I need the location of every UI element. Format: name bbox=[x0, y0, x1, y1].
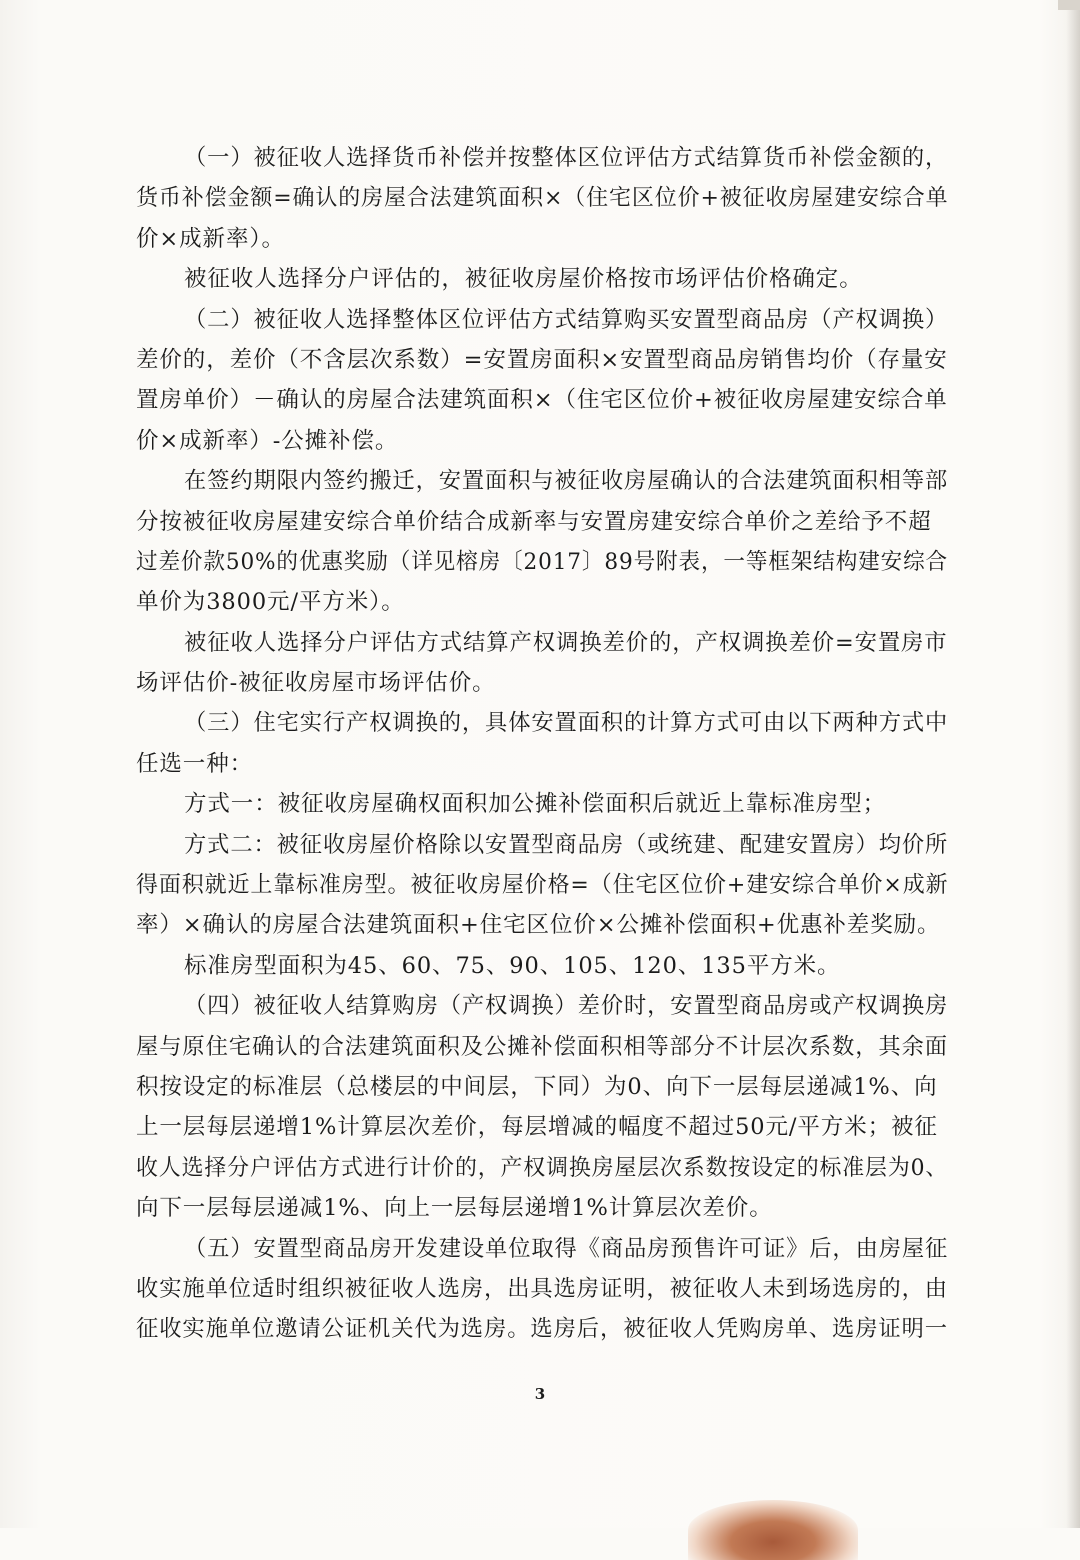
text-line: 分按被征收房屋建安综合单价结合成新率与安置房建安综合单价之差给予不超 bbox=[136, 508, 932, 535]
page-edge-shadow bbox=[1066, 0, 1080, 1528]
text-line: 上一层每层递增1%计算层次差价，每层增减的幅度不超过50元/平方米；被征 bbox=[136, 1114, 938, 1141]
text-line: 差价的，差价（不含层次系数）=安置房面积×安置型商品房销售均价（存量安 bbox=[136, 346, 948, 373]
text-line: 货币补偿金额=确认的房屋合法建筑面积×（住宅区位价+被征收房屋建安综合单 bbox=[136, 185, 948, 212]
text-line: 被征收人选择分户评估方式结算产权调换差价的，产权调换差价=安置房市 bbox=[184, 629, 948, 656]
text-line: 方式一：被征收房屋确权面积加公摊补偿面积后就近上靠标准房型； bbox=[184, 791, 887, 818]
text-line: 单价为3800元/平方米）。 bbox=[136, 589, 405, 616]
text-line: 得面积就近上靠标准房型。被征收房屋价格=（住宅区位价+建安综合单价×成新 bbox=[136, 872, 948, 899]
text-line: 标准房型面积为45、60、75、90、105、120、135平方米。 bbox=[184, 952, 841, 979]
page-number: 3 bbox=[534, 1385, 546, 1403]
text-line: 场评估价-被征收房屋市场评估价。 bbox=[136, 670, 496, 697]
text-line: 过差价款50%的优惠奖励（详见榕房〔2017〕89号附表，一等框架结构建安综合 bbox=[136, 548, 948, 575]
text-line: 积按设定的标准层（总楼层的中间层，下同）为0、向下一层每层递减1%、向 bbox=[136, 1073, 938, 1100]
text-line: 征收实施单位邀请公证机关代为选房。选房后，被征收人凭购房单、选房证明一 bbox=[136, 1316, 948, 1343]
text-line: （四）被征收人结算购房（产权调换）差价时，安置型商品房或产权调换房 bbox=[184, 993, 948, 1020]
text-line: 在签约期限内签约搬迁，安置面积与被征收房屋确认的合法建筑面积相等部 bbox=[184, 468, 948, 495]
text-line: （三）住宅实行产权调换的，具体安置面积的计算方式可由以下两种方式中 bbox=[184, 710, 948, 737]
text-line: （一）被征收人选择货币补偿并按整体区位评估方式结算货币补偿金额的， bbox=[184, 145, 948, 171]
text-line: 收人选择分户评估方式进行计价的，产权调换房屋层次系数按设定的标准层为0、 bbox=[136, 1154, 948, 1181]
text-line: 向下一层每层递减1%、向上一层每层递增1%计算层次差价。 bbox=[136, 1195, 773, 1222]
text-line: 价×成新率）。 bbox=[136, 225, 285, 252]
text-line: 任选一种： bbox=[136, 750, 254, 777]
text-line: 收实施单位适时组织被征收人选房，出具选房证明，被征收人未到场选房的，由 bbox=[136, 1275, 948, 1302]
text-line: （五）安置型商品房开发建设单位取得《商品房预售许可证》后，由房屋征 bbox=[184, 1235, 948, 1262]
corner-mark bbox=[1058, 0, 1080, 10]
document-body bbox=[136, 138, 948, 1350]
text-line: 置房单价）－确认的房屋合法建筑面积×（住宅区位价+被征收房屋建安综合单 bbox=[136, 387, 948, 414]
text-line: 价×成新率）-公摊补偿。 bbox=[136, 427, 399, 454]
text-line: 屋与原住宅确认的合法建筑面积及公摊补偿面积相等部分不计层次系数，其余面 bbox=[136, 1033, 948, 1060]
text-line: 率）×确认的房屋合法建筑面积+住宅区位价×公摊补偿面积+优惠补差奖励。 bbox=[136, 912, 941, 939]
text-line: （二）被征收人选择整体区位评估方式结算购买安置型商品房（产权调换） bbox=[184, 306, 948, 333]
text-line: 方式二：被征收房屋价格除以安置型商品房（或统建、配建安置房）均价所 bbox=[184, 831, 948, 858]
text-line: 被征收人选择分户评估的，被征收房屋价格按市场评估价格确定。 bbox=[184, 266, 863, 293]
thumb-smudge bbox=[688, 1500, 858, 1560]
